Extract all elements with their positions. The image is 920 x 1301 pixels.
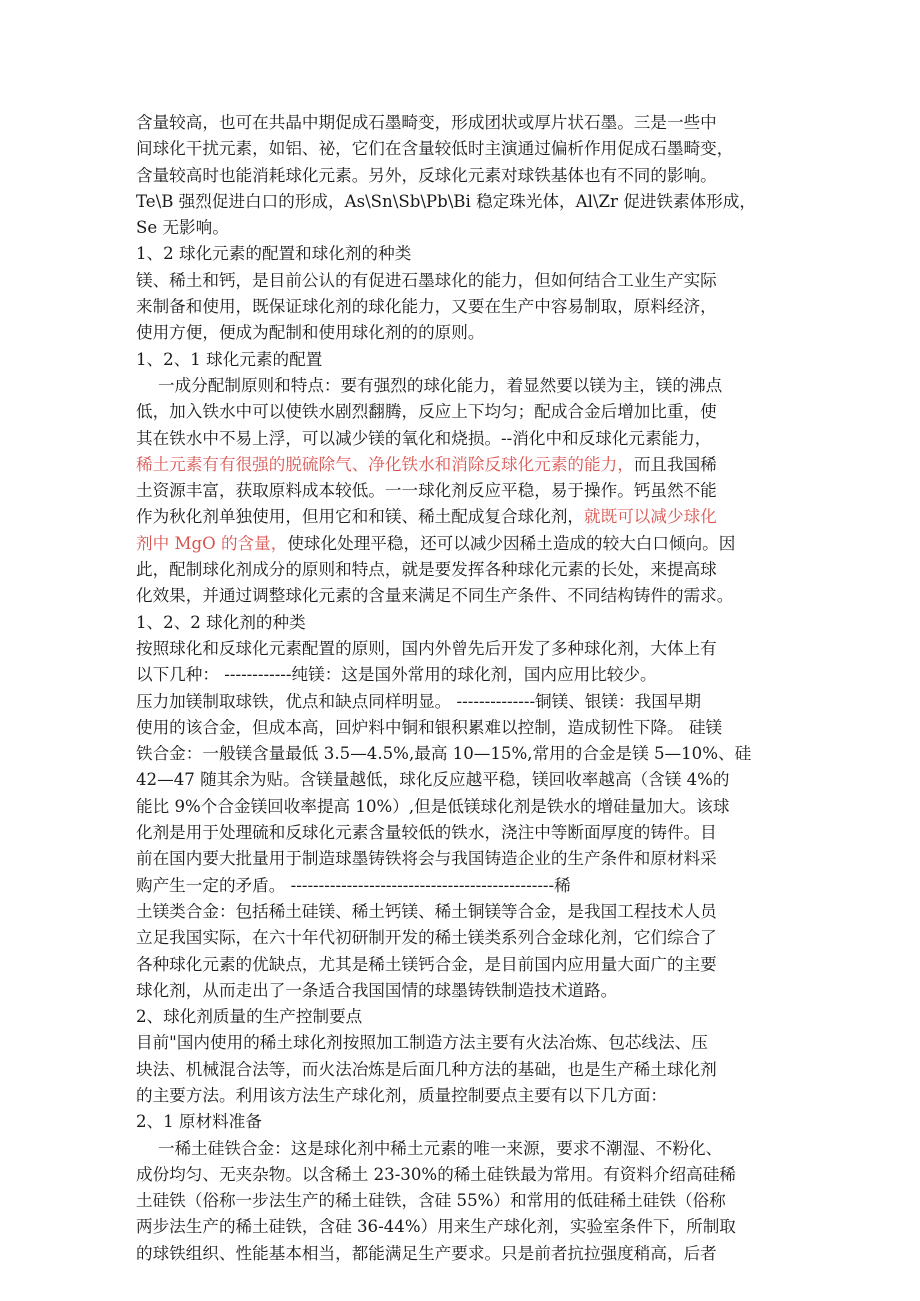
text-line: 按照球化和反球化元素配置的原则，国内外曾先后开发了多种球化剂，大体上有 [136,638,717,658]
text-line: 土资源丰富，获取原料成本较低。一一球化剂反应平稳，易于操作。钙虽然不能 [136,481,717,501]
text-line: 能比 9%个合金镁回收率提高 10%）,但是低镁球化剂是铁水的增硅量加大。该球 [136,796,730,816]
text-line: 42—47 随其余为贴。含镁量越低，球化反应越平稳，镁回收率越高（含镁 4%的 [136,770,730,790]
text-line: 前在国内要大批量用于制造球墨铸铁将会与我国铸造企业的生产条件和原材料采 [136,849,717,869]
text-line: 一稀土硅铁合金：这是球化剂中稀土元素的唯一来源，要求不潮湿、不粉化、 [158,1138,723,1158]
text-line: Te\B 强烈促进白口的形成，As\Sn\Sb\Pb\Bi 稳定珠光体，Al\Zr 促进铁素体形成， [136,191,756,211]
text-line: 压力加镁制取球铁，优点和缺点同样明显。 --------------铜镁、银镁：我国早期 [136,691,701,711]
text-line: 以下几种： ------------纯镁：这是国外常用的球化剂，国内应用比较少。 [136,665,657,685]
text-line: 土镁类合金：包括稀土硅镁、稀土钙镁、稀土铜镁等合金，是我国工程技术人员 [136,901,717,921]
text-segment: 作为秋化剂单独使用，但用它和和镁、稀土配成复合球化剂， [136,507,585,527]
text-line: 的球铁组织、性能基本相当，都能满足生产要求。只是前者抗拉强度稍高，后者 [136,1243,717,1263]
text-line: 球化剂，从而走出了一条适合我国国情的球墨铸铁制造技术道路。 [136,980,618,1000]
text-segment: 使球化处理平稳，还可以减少因稀土造成的较大白口倾向。因 [287,533,736,553]
section-heading: 1、2、1 球化元素的配置 [136,349,323,369]
section-heading: 2、球化剂质量的生产控制要点 [136,1007,363,1027]
text-line: 其在铁水中不易上浮，可以减少镁的氧化和烧损。--消化中和反球化元素能力， [136,428,712,448]
text-line: Se 无影响。 [136,218,229,238]
text-line [136,531,796,557]
text-line: 铁合金：一般镁含量最低 3.5—4.5%,最高 10—15%,常用的合金是镁 5—10%、硅 [136,744,752,764]
text-line: 成份均匀、无夹杂物。以含稀土 23-30%的稀土硅铁最为常用。有资料介绍高硅稀 [136,1164,736,1184]
text-line: 化效果，并通过调整球化元素的含量来满足不同生产条件、不同结构铸件的需求。 [136,586,734,606]
highlighted-text: 就既可以减少球化 [584,507,717,527]
text-line: 两步法生产的稀土硅铁，含硅 36-44%）用来生产球化剂，实验室条件下，所制取 [136,1217,736,1237]
text-line: 含量较高时也能消耗球化元素。另外，反球化元素对球铁基体也有不同的影响。 [136,165,717,185]
highlighted-text: 稀土元素有有很强的脱硫除气、净化铁水和消除反球化元素的能力， [136,454,634,474]
text-line: 镁、稀土和钙，是目前公认的有促进石墨球化的能力，但如何结合工业生产实际 [136,270,717,290]
text-line: 含量较高，也可在共晶中期促成石墨畸变，形成团状或厚片状石墨。三是一些中 [136,113,717,132]
text-line: 低，加入铁水中可以使铁水剧烈翻腾，反应上下均匀；配成合金后增加比重，使 [136,402,717,422]
text-line: 目前"国内使用的稀土球化剂按照加工制造方法主要有火法冶炼、包芯线法、压 [136,1033,708,1053]
text-segment: 而且我国稀 [633,454,717,474]
text-line: 土硅铁（俗称一步法生产的稀土硅铁，含硅 55%）和常用的低硅稀土硅铁（俗称 [136,1191,726,1211]
text-line: 使用的该合金，但成本高，回炉料中铜和银积累难以控制，造成韧性下降。 硅镁 [136,717,723,737]
text-line: 立足我国实际，在六十年代初研制开发的稀土镁类系列合金球化剂，它们综合了 [136,928,717,948]
section-heading: 2、1 原材料准备 [136,1112,262,1132]
text-line: 购产生一定的矛盾。 -----------------------------------------------稀 [136,875,571,895]
highlighted-text: 剂中 MgO 的含量， [136,533,288,553]
text-line [136,452,796,478]
text-line: 间球化干扰元素，如铝、祕，它们在含量较低时主演通过偏析作用促成石墨畸变， [136,139,734,159]
text-line: 化剂是用于处理硫和反球化元素含量较低的铁水，浇注中等断面厚度的铸件。目 [136,823,717,843]
text-line: 来制备和使用，既保证球化剂的球化能力，又要在生产中容易制取，原料经济， [136,297,717,317]
text-line: 的主要方法。利用该方法生产球化剂，质量控制要点主要有以下几方面： [136,1085,667,1105]
text-line: 一成分配制原则和特点：要有强烈的球化能力，着显然要以镁为主，镁的沸点 [158,375,723,395]
text-line: 各种球化元素的优缺点，尤其是稀土镁钙合金，是目前国内应用量大面广的主要 [136,954,717,974]
text-line: 此，配制球化剂成分的原则和特点，就是要发挥各种球化元素的长处，来提高球 [136,560,717,580]
section-heading: 1、2、2 球化剂的种类 [136,612,306,632]
text-line [136,504,796,530]
text-line: 块法、机械混合法等，而火法冶炼是后面几种方法的基础，也是生产稀土球化剂 [136,1059,717,1079]
text-line: 使用方便，便成为配制和使用球化剂的的原则。 [136,323,485,343]
document-body [136,110,796,1267]
section-heading: 1、2 球化元素的配置和球化剂的种类 [136,244,412,264]
